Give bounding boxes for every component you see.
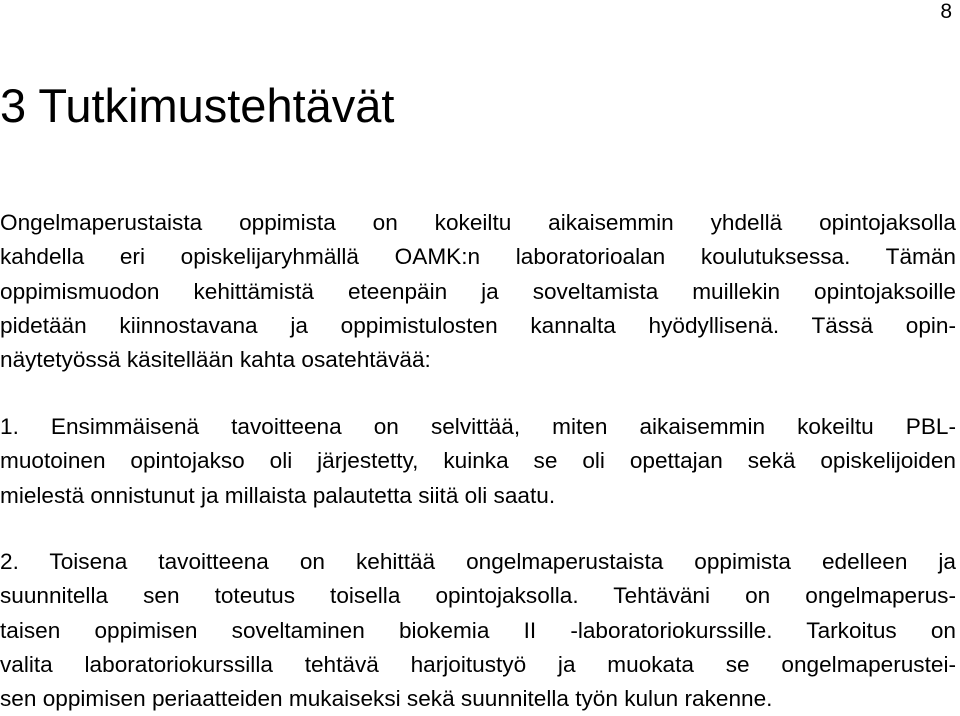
paragraph-line: näytetyössä käsitellään kahta osatehtävää: <box>0 347 431 373</box>
task-one-paragraph <box>0 410 956 513</box>
chapter-title: 3 Tutkimustehtävät <box>0 79 395 132</box>
paragraph-line: 1. Ensimmäisenä tavoitteena on selvittää, miten aikaisemmin kokeiltu PBL- <box>0 414 956 439</box>
paragraph-line: oppimismuodon kehittämistä eteenpäin ja soveltamista muillekin opintojaksoille <box>0 278 956 304</box>
page-number: 8 <box>940 0 952 23</box>
paragraph-line: 2. Toisena tavoitteena on kehittää ongelmaperustaista oppimista edelleen ja <box>0 549 956 574</box>
task-two-paragraph <box>0 545 956 716</box>
paragraph-line: mielestä onnistunut ja millaista palautetta siitä oli saatu. <box>0 482 556 508</box>
paragraph-line: muotoinen opintojakso oli järjestetty, kuinka se oli opettajan sekä opiskelijoiden <box>0 448 956 474</box>
paragraph-line: valita laboratoriokurssilla tehtävä harjoitustyö ja muokata se ongelmaperustei- <box>0 651 956 677</box>
intro-paragraph <box>0 206 956 377</box>
paragraph-line: kahdella eri opiskelijaryhmällä OAMK:n laboratorioalan koulutuksessa. Tämän <box>0 244 956 270</box>
paragraph-line: Ongelmaperustaista oppimista on kokeiltu aikaisemmin yhdellä opintojaksolla <box>0 210 956 235</box>
paragraph-line: taisen oppimisen soveltaminen biokemia II -laboratoriokurssille. Tarkoitus on <box>0 617 956 643</box>
paragraph-line: pidetään kiinnostavana ja oppimistulosten kannalta hyödyllisenä. Tässä opin- <box>0 312 956 338</box>
paragraph-line: sen oppimisen periaatteiden mukaiseksi sekä suunnitella työn kulun rakenne. <box>0 686 773 712</box>
paragraph-line: suunnitella sen toteutus toisella opintojaksolla. Tehtäväni on ongelmaperus- <box>0 583 956 609</box>
